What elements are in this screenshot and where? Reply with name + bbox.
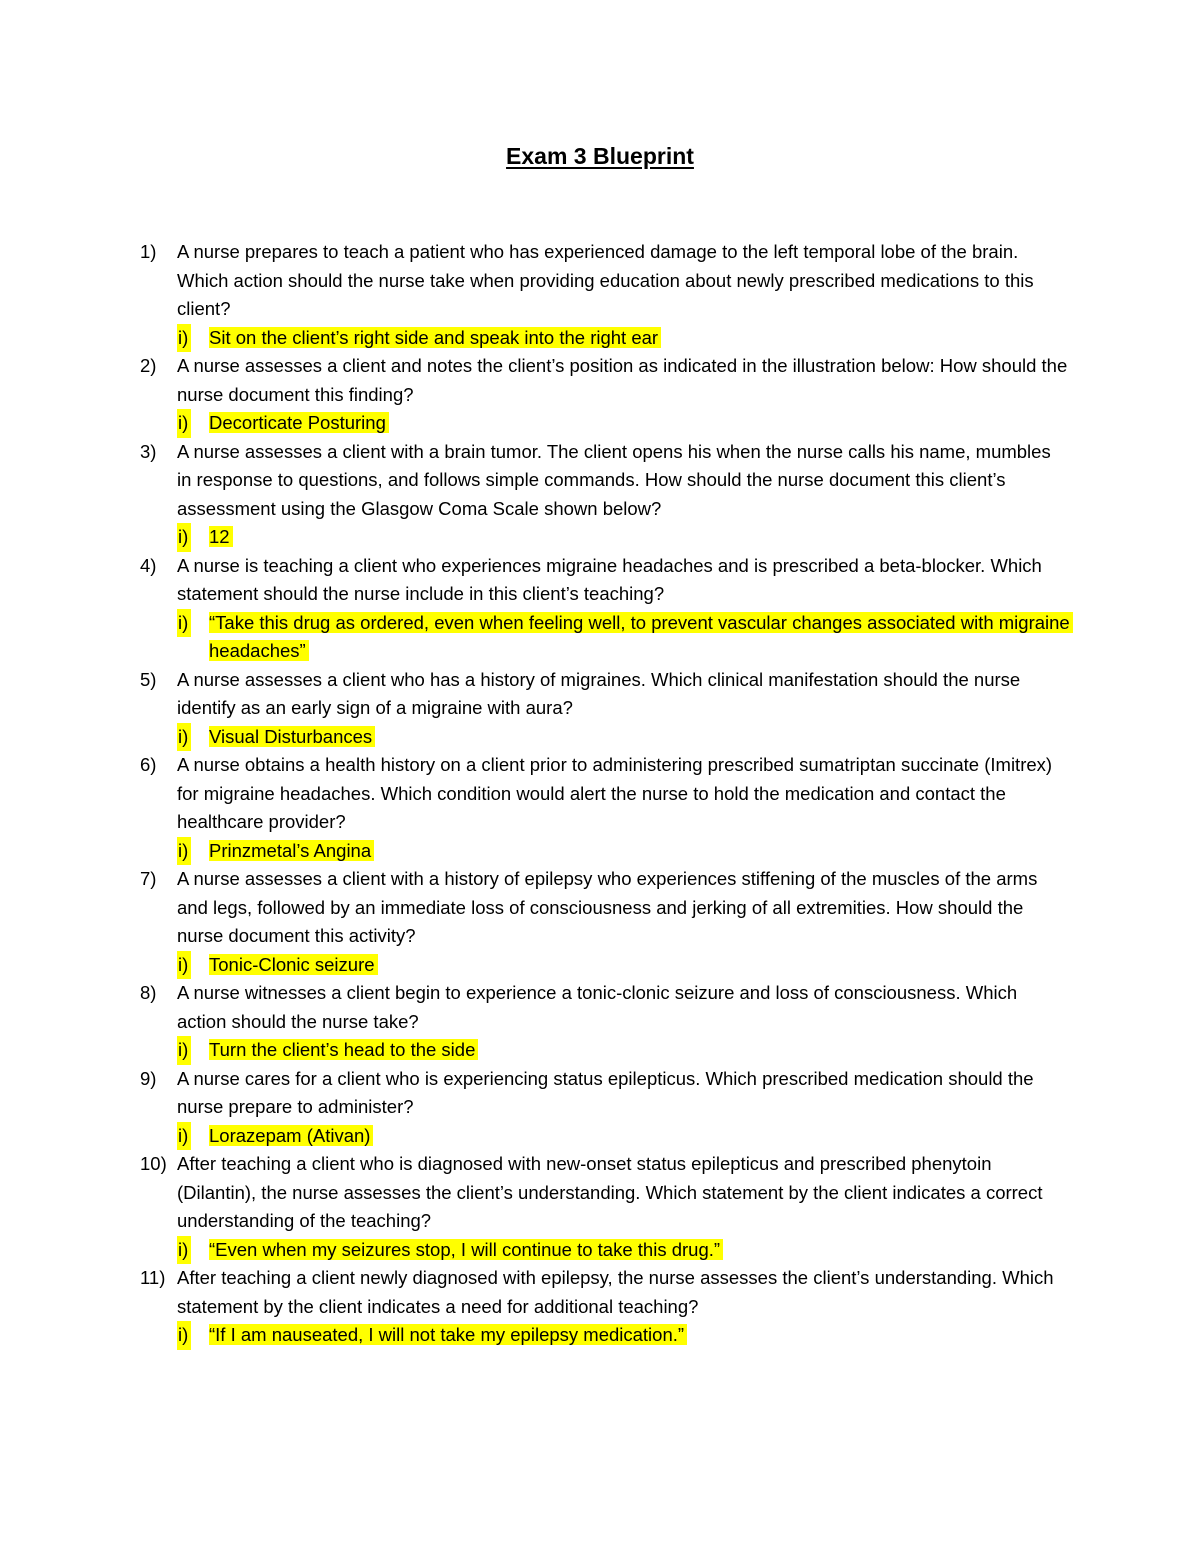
question-item (140, 1065, 1070, 1151)
answer-marker: i) (177, 1036, 191, 1065)
answer-marker: i) (177, 523, 191, 552)
question-item (140, 979, 1070, 1065)
title-text: Exam 3 Blueprint (506, 143, 694, 169)
question-text: A nurse assesses a client with a history of epilepsy who experiences stiffening of the muscles of the arms and legs, followed by an immediate loss of consciousness and jerking of all extremities. How should the nurse document this activity? (177, 868, 1038, 946)
answer-marker: i) (177, 409, 191, 438)
question-number: 3) (140, 440, 157, 462)
question-number: 8) (140, 982, 157, 1003)
answer-line (140, 723, 1070, 752)
answer-text-highlighted: Visual Disturbances (209, 726, 375, 747)
answer-marker: i) (177, 723, 191, 752)
answer-marker: i) (177, 837, 191, 866)
question-number: 7) (140, 868, 157, 889)
question-stem (140, 865, 1070, 951)
question-item (140, 1264, 1070, 1350)
question-item (140, 666, 1070, 752)
question-text: A nurse is teaching a client who experiences migraine headaches and is prescribed a beta-blocker. Which statement should the nurse include in this client’s teaching? (177, 554, 1042, 604)
answer-text-highlighted: “If I am nauseated, I will not take my epilepsy medication.” (209, 1324, 687, 1345)
answer-text-highlighted: Sit on the client’s right side and speak into the right ear (209, 327, 661, 348)
answer-line (140, 951, 1070, 980)
answer-line (140, 837, 1070, 866)
question-item (140, 751, 1070, 865)
answer-marker: i) (177, 1122, 191, 1151)
answer-marker: i) (177, 1321, 191, 1350)
question-text: A nurse assesses a client with a brain tumor. The client opens his when the nurse calls his name, mumbles in response to questions, and follows simple commands. How should the nurse document this client’s assessment using the Glasgow Coma Scale shown below? (177, 440, 1051, 519)
question-item (140, 352, 1070, 438)
question-stem (140, 238, 1070, 324)
answer-text-highlighted: Turn the client’s head to the side (209, 1039, 478, 1060)
question-text: A nurse cares for a client who is experiencing status epilepticus. Which prescribed medication should the nurse prepare to administer? (177, 1067, 1034, 1117)
question-text: A nurse assesses a client who has a history of migraines. Which clinical manifestation should the nurse identify as an early sign of a migraine with aura? (177, 668, 1021, 718)
question-text: A nurse assesses a client and notes the client’s position as indicated in the illustration below: How should the nurse document this finding? (177, 355, 1068, 405)
answer-text-highlighted: Tonic-Clonic seizure (209, 954, 378, 975)
answer-line (140, 1036, 1070, 1065)
question-text: A nurse prepares to teach a patient who has experienced damage to the left temporal lobe of the brain. Which action should the nurse take when providing education about newly prescribed medications to this client? (177, 241, 1034, 319)
question-item (140, 1150, 1070, 1264)
question-stem (140, 352, 1070, 409)
answer-line (140, 1236, 1070, 1265)
question-number: 2) (140, 355, 157, 376)
question-number: 1) (140, 241, 157, 262)
question-item (140, 238, 1070, 352)
answer-marker: i) (177, 324, 191, 353)
question-item (140, 865, 1070, 979)
question-item (140, 552, 1070, 666)
answer-marker: i) (177, 609, 191, 638)
answer-text-highlighted: Lorazepam (Ativan) (209, 1125, 373, 1146)
question-number: 6) (140, 754, 157, 775)
answer-text-highlighted: “Even when my seizures stop, I will continue to take this drug.” (209, 1239, 723, 1260)
question-number: 9) (140, 1067, 157, 1089)
answer-marker: i) (177, 1236, 191, 1265)
question-stem (140, 438, 1070, 524)
answer-line (140, 1122, 1070, 1151)
document-title (0, 143, 1200, 170)
question-stem (140, 666, 1070, 723)
answer-text-highlighted: 12 (209, 526, 233, 547)
question-number: 11) (140, 1267, 166, 1288)
answer-line (140, 609, 1070, 666)
answer-line (140, 324, 1070, 353)
answer-line (140, 409, 1070, 438)
answer-text-highlighted: Prinzmetal’s Angina (209, 840, 374, 861)
question-text: A nurse witnesses a client begin to experience a tonic-clonic seizure and loss of consciousness. Which action should the nurse take? (177, 982, 1018, 1032)
question-number: 4) (140, 554, 157, 576)
answer-text-highlighted: “Take this drug as ordered, even when feeling well, to prevent vascular changes associated with migraine headaches” (209, 612, 1073, 662)
question-item (140, 438, 1070, 552)
question-stem (140, 979, 1070, 1036)
question-stem (140, 751, 1070, 837)
question-stem (140, 1150, 1070, 1236)
answer-line (140, 1321, 1070, 1350)
question-text: After teaching a client newly diagnosed with epilepsy, the nurse assesses the client’s understanding. Which statement by the client indicates a need for additional teaching? (177, 1267, 1054, 1317)
question-number: 10) (140, 1153, 167, 1174)
answer-line (140, 523, 1070, 552)
question-text: After teaching a client who is diagnosed with new-onset status epilepticus and prescribed phenytoin (Dilantin), the nurse assesses the client’s understanding. Which statement by the client indicates a correct understanding of the teaching? (177, 1153, 1043, 1231)
answer-marker: i) (177, 951, 191, 980)
question-list (140, 238, 1070, 1350)
question-stem (140, 552, 1070, 609)
question-stem (140, 1065, 1070, 1122)
question-stem (140, 1264, 1070, 1321)
answer-text-highlighted: Decorticate Posturing (209, 412, 389, 433)
question-text: A nurse obtains a health history on a client prior to administering prescribed sumatriptan succinate (Imitrex) for migraine headaches. Which condition would alert the nurse to hold the medication and contact the healthcare provider? (177, 754, 1053, 832)
question-number: 5) (140, 668, 157, 690)
